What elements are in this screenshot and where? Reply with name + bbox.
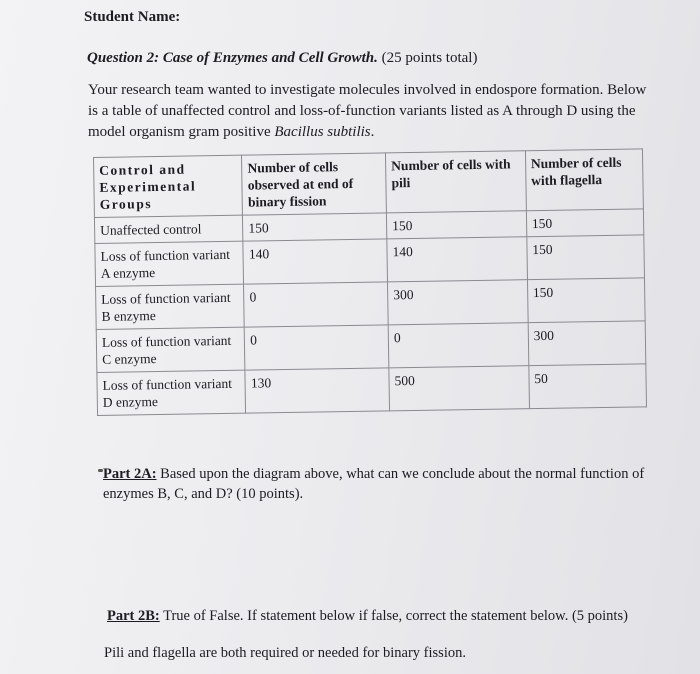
row-cells-observed: 130 bbox=[245, 368, 389, 413]
part-2b-statement: Pili and flagella are both required or needed for binary fission. bbox=[104, 645, 466, 661]
row-group: Loss of function variant A enzyme bbox=[95, 241, 244, 286]
part-2a-prompt bbox=[103, 464, 648, 504]
part-2b-prompt bbox=[107, 608, 657, 625]
row-cells-flagella: 150 bbox=[527, 278, 645, 323]
paragraph-end: . bbox=[370, 124, 375, 140]
row-cells-pili: 150 bbox=[386, 211, 526, 239]
row-cells-flagella: 150 bbox=[527, 235, 645, 280]
results-table bbox=[93, 148, 647, 416]
row-cells-observed: 150 bbox=[243, 213, 387, 241]
row-group: Loss of function variant C enzyme bbox=[96, 327, 245, 372]
part-2b-text: True of False. If statement below if false, correct the statement below. (5 points) bbox=[159, 608, 628, 624]
row-cells-observed: 0 bbox=[244, 282, 388, 327]
paragraph-text: Your research team wanted to investigate molecules involved in endospore formation. Below is a table of unaffected control and loss-of-function variants listed as A through D using the model organism gram positive bbox=[88, 82, 647, 140]
row-cells-observed: 0 bbox=[245, 325, 389, 370]
header-cells-flagella: Number of cells with flagella bbox=[525, 149, 643, 211]
header-groups: Control and Experimental Groups bbox=[94, 155, 243, 217]
row-group: Loss of function variant D enzyme bbox=[97, 370, 246, 415]
part-2a-text: Based upon the diagram above, what can we conclude about the normal function of enzymes B, C, and D? (10 points). bbox=[103, 466, 645, 502]
organism-name: Bacillus subtilis bbox=[274, 124, 371, 140]
student-name-label: Student Name: bbox=[84, 9, 181, 25]
header-cells-pili: Number of cells with pili bbox=[386, 151, 527, 213]
row-cells-pili: 300 bbox=[388, 280, 528, 325]
question-title-bold: Question 2: Case of Enzymes and Cell Growth. bbox=[87, 50, 378, 66]
row-cells-flagella: 150 bbox=[526, 209, 644, 237]
row-cells-pili: 0 bbox=[388, 323, 528, 368]
row-group: Unaffected control bbox=[94, 215, 243, 243]
row-cells-flagella: 50 bbox=[529, 364, 647, 409]
row-cells-pili: 140 bbox=[387, 237, 527, 282]
header-cells-observed: Number of cells observed at end of binary fission bbox=[242, 153, 387, 215]
table-header-row bbox=[94, 149, 644, 218]
row-cells-observed: 140 bbox=[243, 239, 387, 284]
row-group: Loss of function variant B enzyme bbox=[96, 284, 245, 329]
question-paragraph bbox=[88, 80, 658, 143]
part-2b-label: Part 2B: bbox=[107, 608, 160, 624]
row-cells-pili: 500 bbox=[389, 366, 529, 411]
question-points: (25 points total) bbox=[377, 50, 478, 66]
row-cells-flagella: 300 bbox=[528, 321, 646, 366]
table-row bbox=[97, 364, 647, 416]
question-title bbox=[87, 50, 477, 67]
part-2a-label: Part 2A: bbox=[103, 466, 157, 482]
